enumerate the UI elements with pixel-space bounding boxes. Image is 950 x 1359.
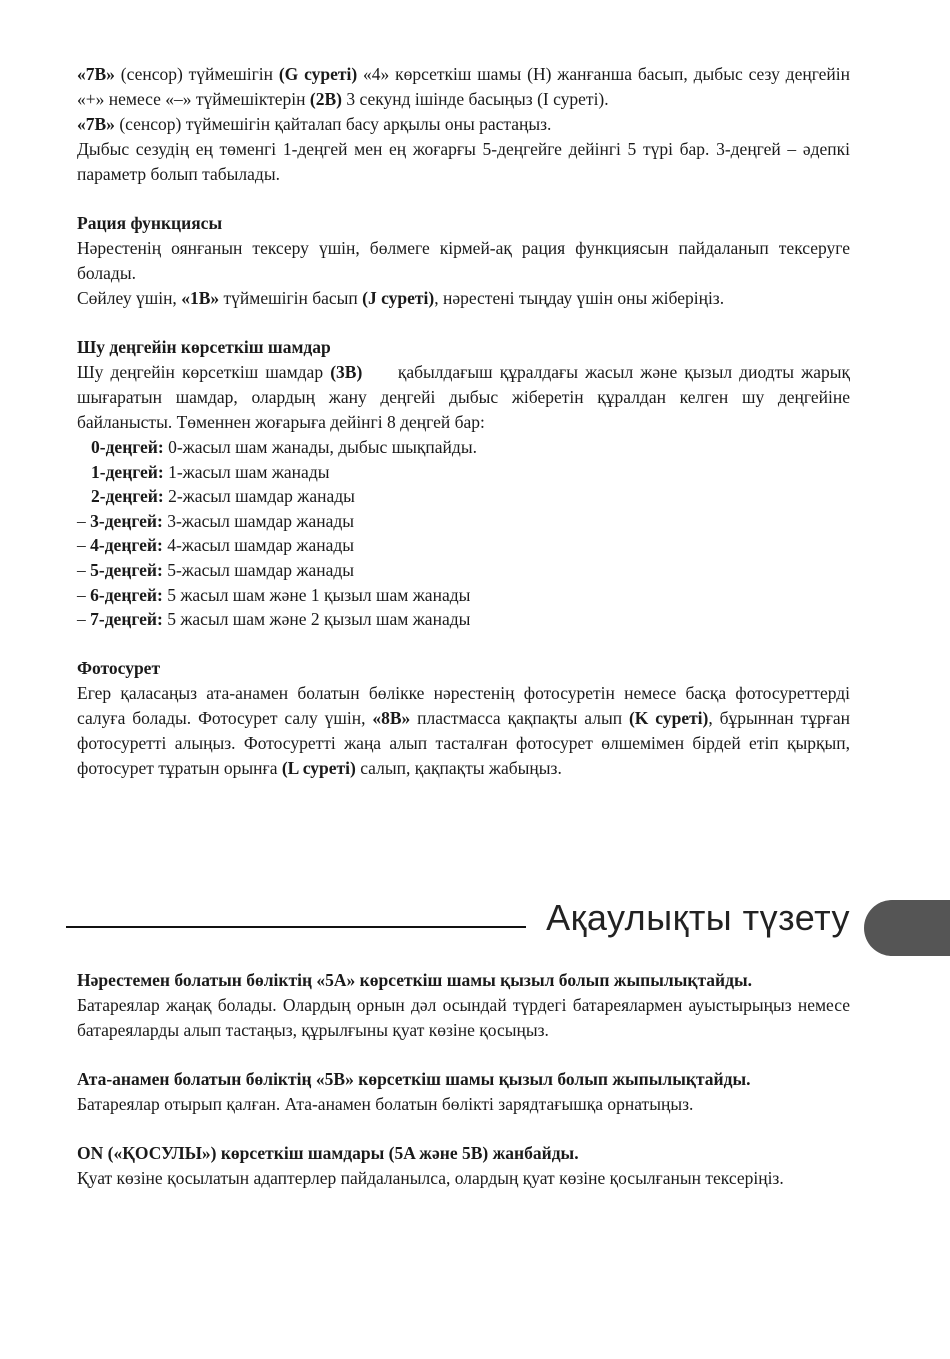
list-item: – 7-деңгей: 5 жасыл шам және 2 қызыл шам жанады: [77, 609, 471, 630]
button-ref: (3B): [330, 362, 363, 382]
text: 3 секунд ішінде басыңыз (I суреті).: [341, 89, 609, 109]
text: , бұрыннан тұрған фотосуретті алыңыз. Фотосуретті жаңа алып тасталған фотосурет өлшемімен бірдей етіп қырқып, фотосурет тұратын орынға: [77, 707, 851, 778]
trouble-heading-2: Ата-анамен болатын бөліктің «5B» көрсеткіш шамы қызыл болып жыпылықтайды.: [77, 1069, 751, 1089]
list-item: 0-деңгей: 0-жасыл шам жанады, дыбыс шықпайды.: [91, 437, 477, 457]
photo-paragraph-1: [77, 681, 850, 781]
trouble-text-3: Қуат көзіне қосылатын адаптерлер пайдаланылса, олардың қуат көзіне қосылғанын тексеріңіз.: [77, 1168, 784, 1188]
trouble-heading-1: Нәрестемен болатын бөліктің «5A» көрсеткіш шамы қызыл болып жыпылықтайды.: [77, 970, 752, 990]
main-content: [77, 62, 855, 781]
text: пластмасса қақпақты алып: [410, 707, 629, 728]
intro-paragraph-1: [77, 62, 850, 112]
ratsiya-paragraph-2: [77, 286, 850, 311]
intro-paragraph-2: [77, 112, 850, 137]
section-header: [66, 895, 950, 955]
troubleshooting-content: [77, 968, 850, 1191]
list-item: – 4-деңгей: 4-жасыл шамдар жанады: [77, 535, 355, 556]
noise-level-list: [77, 435, 850, 632]
noise-paragraph-1: [77, 360, 855, 435]
text: (сенсор) түймешігін: [114, 64, 279, 84]
photo-heading: Фотосурет: [77, 657, 161, 678]
list-item: – 5-деңгей: 5-жасыл шамдар жанады: [77, 559, 355, 580]
text: «4» көрсеткіш шамы (H) жанғанша басып, дыбыс сезу деңгейін «+» немесе «–» түймешіктерін: [77, 64, 851, 109]
section-rule: [66, 926, 526, 928]
section-title: Ақаулықты түзету: [546, 897, 850, 938]
intro-paragraph-3: Дыбыс сезудің ең төменгі 1-деңгей мен ең жоғарғы 5-деңгейге дейінгі 5 түрі бар. 3-деңгей – әдепкі параметр болып табылады.: [77, 139, 850, 184]
list-item: – 6-деңгей: 5 жасыл шам және 1 қызыл шам жанады: [77, 584, 471, 605]
button-ref: «7B»: [77, 64, 115, 84]
button-ref: (2B): [309, 89, 342, 109]
figure-ref: (G суреті): [278, 64, 358, 84]
text: Сөйлеу үшін,: [77, 288, 182, 308]
button-ref: «1B»: [181, 288, 220, 308]
figure-ref: (J суреті): [362, 288, 435, 308]
ratsiya-paragraph-1: Нәрестенің оянғанын тексеру үшін, бөлмеге кірмей-ақ рация функциясын пайдаланып тексеруге болады.: [77, 238, 850, 283]
text: Егер қаласаңыз ата-анамен болатын бөлікке нәрестенің фотосуретін немесе басқа фотосуреттерді салуға болады. Фотосурет салу үшін,: [77, 682, 850, 728]
trouble-heading-3: ON («ҚОСУЛЫ») көрсеткіш шамдары (5A және 5B) жанбайды.: [77, 1143, 579, 1163]
text: салып, қақпақты жабыңыз.: [355, 757, 562, 778]
text: Шу деңгейін көрсеткіш шамдар: [77, 362, 331, 382]
text: (сенсор) түймешігін қайталап басу арқылы оны растаңыз.: [114, 114, 552, 134]
button-ref: «8B»: [372, 707, 411, 728]
list-item: – 3-деңгей: 3-жасыл шамдар жанады: [77, 510, 355, 531]
text: , нәрестені тыңдау үшін оны жіберіңіз.: [434, 288, 725, 308]
figure-ref: (L суреті): [281, 757, 356, 778]
chapter-tab-marker: [864, 900, 950, 956]
text: қабылдағыш құралдағы жасыл және қызыл диодты жарық шығаратын шамдар, олардың жану деңгейі дыбыс жіберетін құралдан келген шу деңгейіне байланысты. Төменнен жоғарыға дейінгі 8 деңгей бар:: [77, 362, 855, 432]
trouble-text-2: Батареялар отырып қалған. Ата-анамен болатын бөлікті зарядтағышқа орнатыңыз.: [77, 1094, 694, 1114]
figure-ref: (K суреті): [628, 707, 709, 728]
list-item: 1-деңгей: 1-жасыл шам жанады: [91, 461, 330, 482]
button-ref: «7B»: [77, 114, 115, 134]
text: түймешігін басып: [219, 288, 363, 308]
ratsiya-heading: Рация функциясы: [77, 213, 223, 233]
trouble-text-1: Батареялар жаңақ болады. Олардың орнын дәл осындай түрдегі батареялармен ауыстырыңыз немесе батареяларды алып тастаңыз, құрылғыны қуат көзіне қосыңыз.: [77, 995, 850, 1040]
list-item: 2-деңгей: 2-жасыл шамдар жанады: [91, 486, 355, 507]
noise-heading: Шу деңгейін көрсеткіш шамдар: [77, 337, 331, 357]
